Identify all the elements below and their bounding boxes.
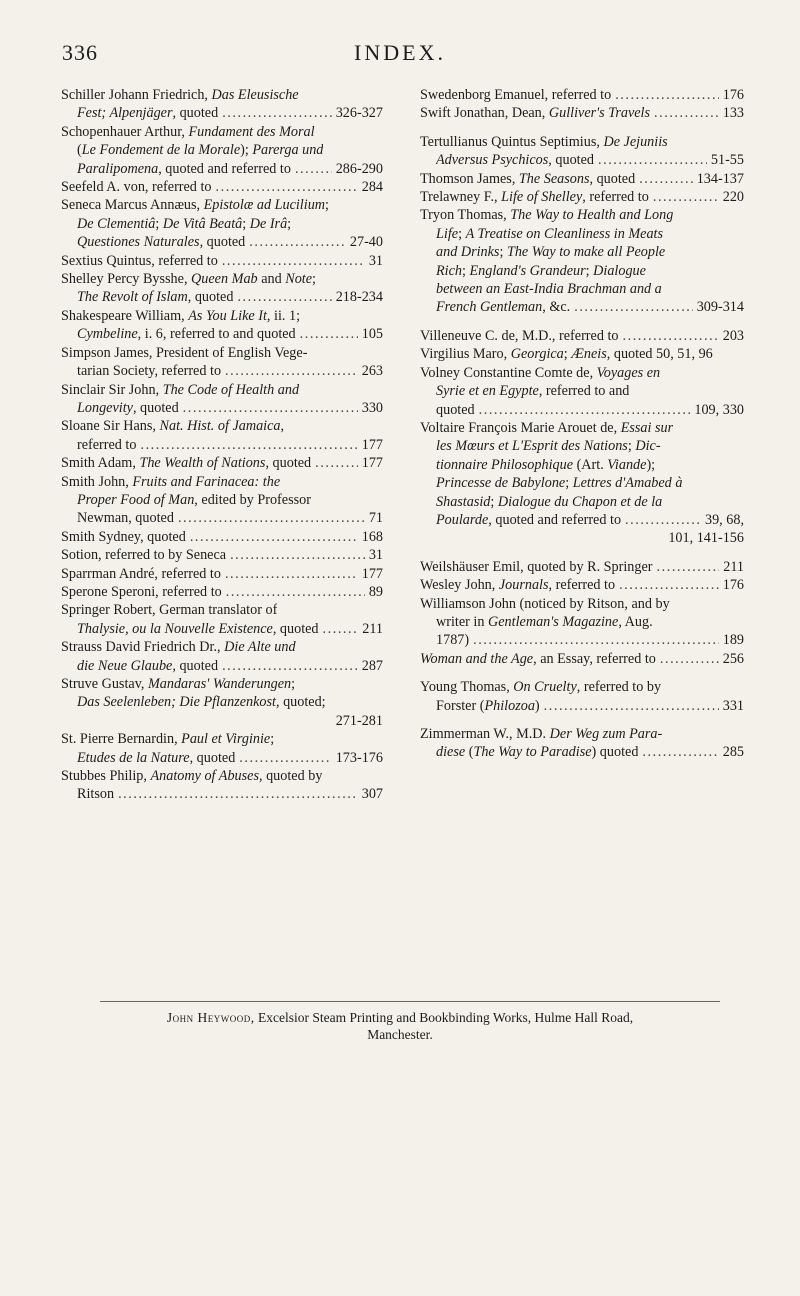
entry-text: Strauss David Friedrich Dr., Die Alte und [61, 639, 296, 656]
entry-text: Villeneuve C. de, M.D., referred to [420, 327, 619, 344]
entry-text: Volney Constantine Comte de, Voyages en [420, 364, 661, 381]
page-number: 336 [62, 40, 98, 65]
page-reference: 105 [361, 326, 383, 343]
index-entry [420, 86, 744, 104]
entry-text: (Le Fondement de la Morale); Parerga und [77, 142, 324, 159]
index-entry [61, 675, 383, 730]
page-reference: 331 [722, 697, 744, 714]
index-entry [420, 419, 744, 548]
index-entry [420, 170, 744, 188]
entry-text: Trelawney F., Life of Shelley, referred to [420, 189, 649, 206]
dot-leader [226, 583, 365, 601]
entry-text: French Gentleman, &c. [436, 299, 571, 316]
dot-leader [660, 650, 719, 668]
printer-name: John Heywood, [166, 1010, 255, 1025]
entry-text: tarian Society, referred to [77, 363, 222, 380]
entry-text: Simpson James, President of English Vege- [61, 344, 308, 361]
page-reference: 31 [368, 252, 383, 269]
index-entry [420, 188, 744, 206]
page-reference: 307 [361, 786, 383, 803]
entry-text: Etudes de la Nature, quoted [77, 749, 236, 766]
index-entry [61, 730, 383, 767]
page-reference: 109, 330 [694, 401, 744, 418]
entry-text: diese (The Way to Paradise) quoted [436, 744, 639, 761]
index-entry [61, 381, 383, 418]
dot-leader [323, 620, 359, 638]
index-entry [61, 565, 383, 583]
entry-text: referred to [77, 436, 137, 453]
page-reference: 287 [361, 657, 383, 674]
index-entry [61, 454, 383, 472]
dot-leader [653, 188, 719, 206]
page-reference: 211 [723, 558, 744, 575]
index-entry [61, 583, 383, 601]
page-reference: 286-290 [335, 160, 383, 177]
entry-text: Zimmerman W., M.D. Der Weg zum Para- [420, 726, 663, 742]
index-entry [61, 767, 383, 804]
entry-text: Sparrman André, referred to [61, 565, 221, 582]
page-reference: 134-137 [696, 170, 744, 187]
entry-text: De Clementiâ; De Vitâ Beatâ; De Irâ; [77, 215, 292, 232]
page-reference: 51-55 [710, 152, 744, 169]
page-reference: 285 [722, 744, 744, 761]
entry-text: Swift Jonathan, Dean, Gulliver's Travels [420, 105, 651, 122]
page-reference: 256 [722, 650, 744, 667]
page-reference: 176 [722, 577, 744, 594]
entry-text: Syrie et en Egypte, referred to and [436, 383, 630, 400]
entry-text: writer in Gentleman's Magazine, Aug. [436, 613, 653, 630]
entry-text: tionnaire Philosophique (Art. Viande); [436, 456, 656, 473]
entry-text: Sinclair Sir John, The Code of Health and [61, 381, 300, 398]
entry-text: Princesse de Babylone; Lettres d'Amabed à [436, 475, 683, 492]
entry-text: Fest; Alpenjäger, quoted [77, 105, 219, 122]
entry-text: Struve Gustav, Mandaras' Wanderungen; [61, 676, 296, 692]
index-entry [420, 327, 744, 345]
dot-leader [300, 325, 358, 343]
entry-text: St. Pierre Bernardin, Paul et Virginie; [61, 731, 275, 748]
entry-text: Seneca Marcus Annæus, Epistolæ ad Lucilium; [61, 197, 329, 214]
entry-text: Sextius Quintus, referred to [61, 252, 218, 269]
printer-address: Excelsior Steam Printing and Bookbinding Works, Hulme Hall Road, [254, 1010, 634, 1025]
entry-text: Paralipomena, quoted and referred to [77, 160, 291, 177]
entry-text: Williamson John (noticed by Ritson, and by [420, 595, 670, 612]
index-entry [420, 206, 744, 316]
index-entry [420, 558, 744, 576]
page-reference: 168 [361, 528, 383, 545]
entry-spacer [420, 548, 744, 558]
index-entry [420, 725, 744, 762]
entry-text: Rich; England's Grandeur; Dialogue [436, 262, 646, 279]
index-entry [61, 546, 383, 564]
page-reference: 177 [361, 565, 383, 582]
entry-text: Tertullianus Quintus Septimius, De Jejuniis [420, 133, 668, 150]
page-reference: 177 [361, 455, 383, 472]
entry-text: Swedenborg Emanuel, referred to [420, 87, 612, 103]
entry-text: Shakespeare William, As You Like It, ii. 1; [61, 307, 301, 324]
index-entry [420, 595, 744, 650]
dot-leader [625, 511, 701, 529]
page-reference: 309-314 [696, 299, 744, 316]
entry-text: and Drinks; The Way to make all People [436, 244, 666, 261]
index-entry [61, 417, 383, 454]
imprint [0, 1009, 800, 1043]
dot-leader [225, 362, 358, 380]
index-entry [61, 638, 383, 675]
entry-spacer [420, 668, 744, 678]
dot-leader [183, 399, 358, 417]
dot-leader [654, 104, 719, 122]
entry-text: die Neue Glaube, quoted [77, 657, 219, 674]
entry-text: Woman and the Age, an Essay, referred to [420, 650, 656, 667]
entry-text: Weilshäuser Emil, quoted by R. Springer [420, 558, 653, 575]
index-entry [420, 678, 744, 715]
page-reference: 218-234 [335, 289, 383, 306]
entry-text: Thalysie, ou la Nouvelle Existence, quoted [77, 620, 319, 637]
entry-text: Longevity, quoted [77, 399, 179, 416]
page-reference: 71 [368, 510, 383, 527]
index-entry [420, 364, 744, 419]
dot-leader [225, 565, 358, 583]
dot-leader [574, 298, 692, 316]
entry-text: Sotion, referred to by Seneca [61, 547, 227, 564]
entry-text: Schiller Johann Friedrich, Das Eleusische [61, 87, 299, 103]
dot-leader [222, 252, 365, 270]
dot-leader [249, 233, 346, 251]
index-column-left [61, 86, 383, 804]
entry-text: Young Thomas, On Cruelty, referred to by [420, 679, 662, 696]
entry-text: Sperone Speroni, referred to [61, 583, 222, 600]
index-entry [61, 344, 383, 381]
dot-leader [619, 576, 719, 594]
index-entry [61, 86, 383, 123]
index-entry [61, 252, 383, 270]
entry-text: The Revolt of Islam, quoted [77, 289, 234, 306]
page-reference: 203 [722, 327, 744, 344]
entry-text: Proper Food of Man, edited by Professor [77, 491, 311, 508]
page-reference: 133 [722, 105, 744, 122]
entry-text: Poularde, quoted and referred to [436, 511, 622, 528]
dot-leader [315, 454, 358, 472]
entry-text: Ritson [77, 786, 115, 803]
entry-text: Smith John, Fruits and Farinacea: the [61, 473, 281, 490]
dot-leader [237, 288, 331, 306]
entry-text: Newman, quoted [77, 510, 174, 527]
page-reference: 326-327 [335, 105, 383, 122]
page-reference: 101, 141-156 [668, 530, 744, 547]
dot-leader [118, 785, 358, 803]
dot-leader [222, 657, 358, 675]
page-reference: 263 [361, 363, 383, 380]
page-title: INDEX. [354, 40, 446, 65]
page-reference: 173-176 [335, 749, 383, 766]
entry-text: Seefeld A. von, referred to [61, 179, 212, 196]
entry-text: Adversus Psychicos, quoted [436, 152, 595, 169]
printer-city: Manchester. [367, 1027, 433, 1042]
footer-rule [100, 1001, 720, 1002]
entry-text: Wesley John, Journals, referred to [420, 577, 616, 594]
index-entry [420, 576, 744, 594]
page-reference: 27-40 [349, 234, 383, 251]
page-reference: 284 [361, 179, 383, 196]
entry-text: Stubbes Philip, Anatomy of Abuses, quoted by [61, 768, 323, 785]
entry-text: between an East-India Brachman and a [436, 281, 662, 298]
entry-text: quoted [436, 401, 475, 418]
entry-text: Das Seelenleben; Die Pflanzenkost, quoted; [77, 694, 326, 711]
index-entry [61, 270, 383, 307]
index-entry [61, 123, 383, 178]
entry-text: Smith Adam, The Wealth of Nations, quoted [61, 455, 312, 472]
entry-text: Shelley Percy Bysshe, Queen Mab and Note; [61, 271, 316, 288]
dot-leader [544, 697, 719, 715]
page-reference: 39, 68, [704, 511, 744, 528]
entry-text: Forster (Philozoa) [436, 697, 540, 714]
index-entry [61, 178, 383, 196]
index-entry [420, 104, 744, 122]
entry-text: Cymbeline, i. 6, referred to and quoted [77, 326, 296, 343]
dot-leader [479, 401, 691, 419]
dot-leader [216, 178, 358, 196]
page-reference: 211 [362, 620, 383, 637]
entry-text: Voltaire François Marie Arouet de, Essai sur [420, 419, 674, 436]
page-reference: 330 [361, 399, 383, 416]
entry-text: 1787) [436, 632, 470, 649]
index-entry [420, 133, 744, 170]
entry-text: Thomson James, The Seasons, quoted [420, 170, 636, 187]
dot-leader [598, 151, 707, 169]
dot-leader [642, 743, 718, 761]
entry-spacer [420, 715, 744, 725]
page-reference: 89 [368, 583, 383, 600]
index-entry [61, 196, 383, 251]
entry-text: Tryon Thomas, The Way to Health and Long [420, 207, 674, 224]
entry-text: Smith Sydney, quoted [61, 528, 186, 545]
entry-text: Virgilius Maro, Georgica; Æneis, quoted 50, 51, 96 [420, 346, 713, 363]
entry-text: les Mœurs et L'Esprit des Nations; Dic- [436, 438, 661, 455]
index-entry [61, 601, 383, 638]
index-column-right [420, 86, 744, 762]
page-reference: 271-281 [335, 712, 383, 729]
dot-leader [639, 170, 693, 188]
dot-leader [623, 327, 719, 345]
page-reference: 220 [722, 189, 744, 206]
dot-leader [140, 436, 357, 454]
entry-text: Life; A Treatise on Cleanliness in Meats [436, 225, 664, 242]
dot-leader [295, 160, 332, 178]
index-entry [420, 345, 744, 363]
page-reference: 177 [361, 436, 383, 453]
entry-text: Schopenhauer Arthur, Fundament des Moral [61, 123, 315, 140]
dot-leader [239, 749, 331, 767]
dot-leader [657, 558, 720, 576]
page-reference: 176 [722, 87, 744, 103]
dot-leader [615, 86, 719, 104]
page-reference: 189 [722, 632, 744, 649]
entry-spacer [420, 317, 744, 327]
dot-leader [190, 528, 358, 546]
index-entry [61, 307, 383, 344]
dot-leader [230, 546, 365, 564]
entry-text: Questiones Naturales, quoted [77, 234, 246, 251]
entry-spacer [420, 123, 744, 133]
dot-leader [178, 509, 365, 527]
dot-leader [222, 104, 332, 122]
entry-text: Springer Robert, German translator of [61, 602, 278, 619]
index-entry [61, 473, 383, 528]
page-reference: 31 [368, 547, 383, 564]
index-entry [420, 650, 744, 668]
entry-text: Sloane Sir Hans, Nat. Hist. of Jamaica, [61, 418, 285, 435]
dot-leader [473, 631, 719, 649]
entry-text: Shastasid; Dialogue du Chapon et de la [436, 493, 663, 510]
index-entry [61, 528, 383, 546]
